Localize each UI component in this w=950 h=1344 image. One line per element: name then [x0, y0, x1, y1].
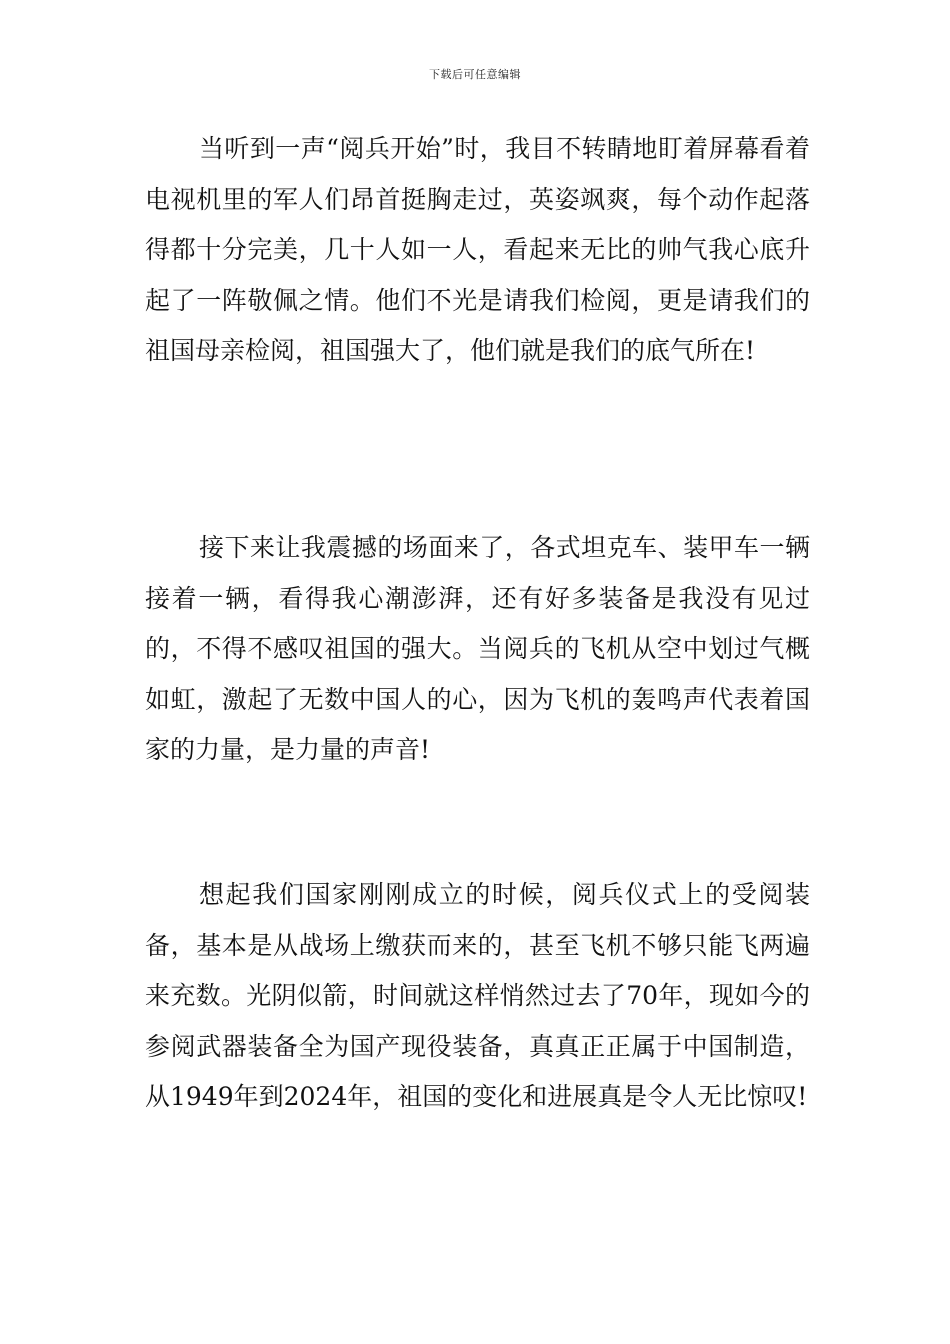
page-header: 下载后可任意编辑 [429, 68, 521, 81]
paragraph-military-parade-start: 当听到一声“阅兵开始”时，我目不转睛地盯着屏幕看着电视机里的军人们昂首挺胸走过，英姿飒爽，每个动作起落得都十分完美，几十人如一人，看起来无比的帅气我心底升起了一阵敬佩之情。他们不光是请我们检阅，更是请我们的祖国母亲检阅，祖国强大了，他们就是我们的底气所在! [145, 134, 810, 365]
paragraph-national-progress: 想起我们国家刚刚成立的时候，阅兵仪式上的受阅装备，基本是从战场上缴获而来的，甚至飞机不够只能飞两遍来充数。光阴似箭，时间就这样悄然过去了70年，现如今的参阅武器装备全为国产现役装备，真真正正属于中国制造，从1949年到2024年，祖国的变化和进展真是令人无比惊叹! [145, 880, 810, 1111]
paragraph-tanks-and-aircraft: 接下来让我震撼的场面来了，各式坦克车、装甲车一辆接着一辆，看得我心潮澎湃，还有好多装备是我没有见过的，不得不感叹祖国的强大。当阅兵的飞机从空中划过气概如虹，激起了无数中国人的心，因为飞机的轰鸣声代表着国家的力量，是力量的声音! [145, 533, 810, 764]
